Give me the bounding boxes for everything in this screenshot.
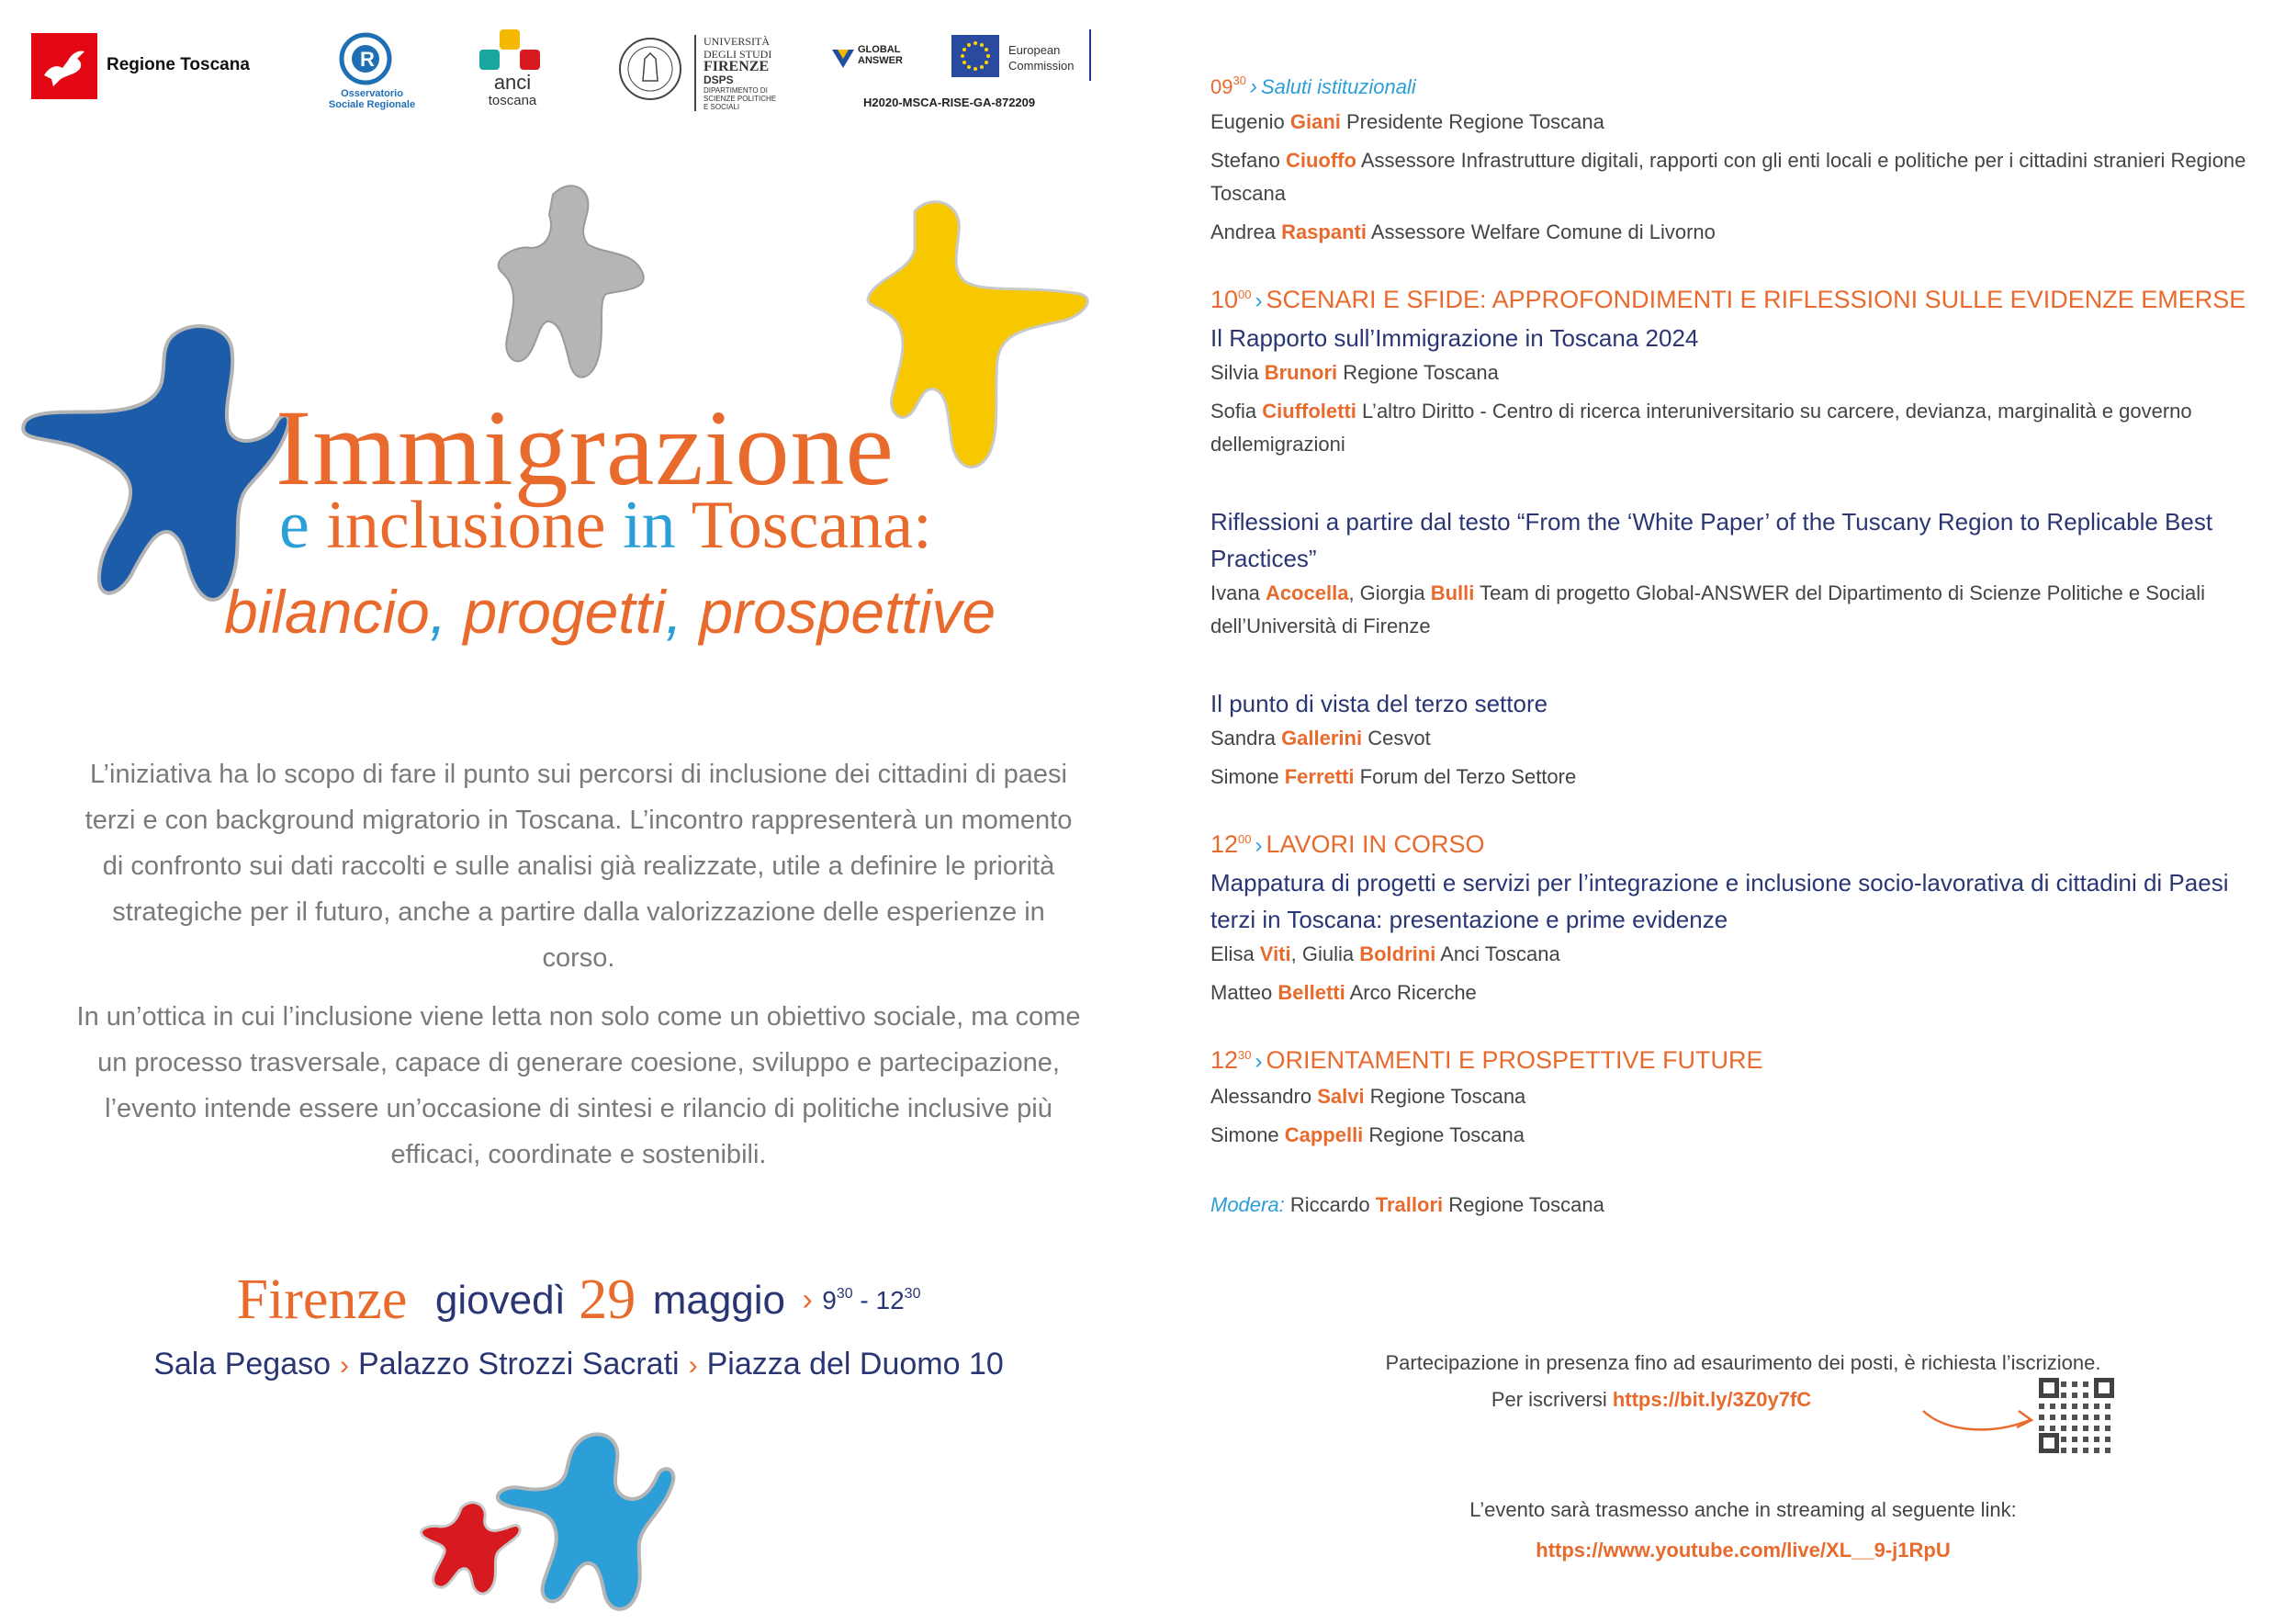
speaker-first-name: Eugenio — [1210, 110, 1290, 133]
speaker-role: Forum del Terzo Settore — [1354, 765, 1577, 788]
qr-finder-top-right — [2094, 1378, 2114, 1398]
streaming-info — [1210, 1490, 2276, 1571]
curved-arrow-icon — [1919, 1396, 2039, 1442]
session-hour: 12 — [1210, 1046, 1239, 1074]
speaker-role: Assessore Welfare Comune di Livorno — [1366, 220, 1716, 243]
eu-flag — [951, 35, 999, 77]
grant-code: H2020-MSCA-RISE-GA-872209 — [863, 96, 1036, 109]
unifi-line5: DIPARTIMENTO DI — [703, 86, 768, 95]
speaker-row — [1210, 577, 2276, 643]
speaker-role: Regione Toscana — [1337, 361, 1499, 384]
session-title: Saluti istituzionali — [1260, 75, 1416, 98]
registration-line — [1210, 1382, 2276, 1418]
speaker-first-name: Matteo — [1210, 981, 1278, 1004]
speaker-first-name: Simone — [1210, 765, 1285, 788]
speaker-last-name: Raspanti — [1281, 220, 1367, 243]
unifi-label — [694, 35, 776, 111]
speaker-first-name: Sandra — [1210, 727, 1282, 750]
speaker-last-name: Ciuoffo — [1285, 149, 1356, 172]
talk-title: Riflessioni a partire dal testo “From the ‘White Paper’ of the Tuscany Region to Replicable Best Practices” — [1210, 508, 2213, 572]
title-word-e: e — [279, 488, 310, 563]
speaker-role: Regione Toscana — [1363, 1123, 1525, 1146]
session-hour: 09 — [1210, 75, 1233, 98]
talk-title: Il punto di vista del terzo settore — [1210, 690, 1548, 717]
eu-line2: Commission — [1008, 59, 1075, 73]
session-title: ORIENTAMENTI E PROSPETTIVE FUTURE — [1266, 1046, 1763, 1074]
event-venue — [0, 1347, 1157, 1382]
global-answer-label — [858, 44, 903, 66]
eu-line1: European — [1008, 43, 1061, 57]
osservatorio-line1: Osservatorio — [341, 88, 403, 99]
chevron-right-icon: › — [688, 1350, 698, 1381]
grey-figure — [499, 186, 644, 377]
yellow-figure — [868, 202, 1087, 468]
speaker-role: L’altro Diritto - Centro di ricerca interuniversitario su carcere, devianza, marginalità e governo dellemigrazioni — [1210, 400, 2192, 456]
session-title: SCENARI E SFIDE: APPROFONDIMENTI E RIFLESSIONI SULLE EVIDENZE EMERSE — [1266, 286, 2246, 313]
speaker-last-name: Salvi — [1317, 1085, 1365, 1108]
title-word-toscana: Toscana: — [691, 488, 932, 563]
speaker-last-name: Ferretti — [1284, 765, 1355, 788]
intro-paragraph-1: L’iniziativa ha lo scopo di fare il punto sui percorsi di inclusione dei cittadini di paesi terzi e con background migratorio in Toscana. L’incontro rappresenterà un momento di confronto sui dati raccolti e sulle analisi già realizzate, utile a definire le priorità strategiche per il futuro, anche a partire dalla valorizzazione delle esperienze in corso. — [84, 760, 1073, 973]
speaker-role: Arco Ricerche — [1345, 981, 1477, 1004]
eu-stars-icon — [951, 35, 999, 77]
speaker-role: Team di progetto Global-ANSWER del Dipartimento di Scienze Politiche e Sociali dell’Università di Firenze — [1210, 581, 2206, 637]
start-minutes: 30 — [836, 1285, 853, 1302]
session-title: LAVORI IN CORSO — [1266, 830, 1485, 858]
chevron-right-icon: › — [802, 1282, 813, 1317]
moderator-role: Regione Toscana — [1443, 1193, 1604, 1216]
speaker-row — [1210, 106, 2276, 139]
unifi-line6: SCIENZE POLITICHE — [703, 95, 777, 103]
speaker-row — [1210, 938, 2276, 971]
speaker-row — [1210, 1119, 2276, 1152]
title-line1: Immigrazione — [276, 388, 895, 508]
session-heading — [1210, 276, 2276, 320]
qr-finder-top-left — [2039, 1378, 2059, 1398]
global-answer-line2: ANSWER — [858, 55, 903, 66]
registration-info — [1210, 1345, 2276, 1418]
registration-prefix: Per iscriversi — [1491, 1388, 1613, 1411]
light-blue-figure — [498, 1434, 673, 1609]
session-minutes: 30 — [1232, 73, 1246, 87]
anci-line1: anci — [493, 71, 532, 94]
unifi-seal — [617, 33, 683, 105]
speaker-last-name: Brunori — [1264, 361, 1338, 384]
logo-bar — [0, 0, 1139, 129]
speaker-first-name: Stefano — [1210, 149, 1286, 172]
session-scenari — [1210, 276, 2276, 461]
title-comma-1: , — [429, 578, 447, 646]
eu-divider — [1089, 29, 1091, 81]
programme — [1210, 62, 2276, 1249]
title-word-prospettive: prospettive — [682, 578, 996, 646]
speaker-role: Anci Toscana — [1435, 942, 1560, 965]
speaker-last-name: Belletti — [1277, 981, 1345, 1004]
bottom-figures-illustration — [413, 1424, 762, 1624]
session-minutes: 00 — [1238, 288, 1252, 301]
blue-figure — [23, 326, 288, 600]
speaker-row — [1210, 356, 2276, 389]
speaker-last-name: Acocella — [1265, 581, 1349, 604]
chevron-right-icon: › — [1255, 833, 1263, 858]
speaker-first-name: , Giulia — [1290, 942, 1360, 965]
red-figure — [422, 1503, 521, 1594]
venue-room: Sala Pegaso — [153, 1347, 332, 1382]
session-heading — [1210, 62, 2276, 106]
speaker-first-name: Alessandro — [1210, 1085, 1318, 1108]
session-heading — [1210, 1037, 2276, 1080]
speaker-row — [1210, 1080, 2276, 1113]
speaker-last-name: Bulli — [1430, 581, 1475, 604]
speaker-first-name: , Giorgia — [1348, 581, 1431, 604]
unifi-line3: FIRENZE — [703, 59, 770, 74]
speaker-first-name: Silvia — [1210, 361, 1265, 384]
speaker-role: Presidente Regione Toscana — [1340, 110, 1604, 133]
chevron-right-icon: › — [1255, 288, 1263, 313]
session-heading — [1210, 821, 2276, 864]
moderator-last-name: Trallori — [1375, 1193, 1444, 1216]
registration-note: Partecipazione in presenza fino ad esaurimento dei posti, è richiesta l’iscrizione. — [1385, 1351, 2101, 1374]
title-line2 — [279, 487, 932, 565]
intro-paragraph-2: In un’ottica in cui l’inclusione viene letta non solo come un obiettivo sociale, ma come un processo trasversale, capace di generare coesione, sviluppo e partecipazione, l’evento intende essere un’occasione di sintesi e rilancio di politiche inclusive più efficaci, coordinate e sostenibili. — [76, 1002, 1081, 1169]
session-lavori — [1210, 821, 2276, 1009]
speaker-first-name: Andrea — [1210, 220, 1282, 243]
streaming-note: L’evento sarà trasmesso anche in streaming al seguente link: — [1469, 1498, 2017, 1521]
session-orientamenti — [1210, 1037, 2276, 1152]
end-minutes: 30 — [904, 1285, 921, 1302]
event-city: Firenze — [236, 1269, 408, 1331]
title-line3 — [224, 577, 996, 647]
session-hour: 10 — [1210, 286, 1239, 313]
title-comma-2: , — [665, 578, 682, 646]
chevron-right-icon: › — [1255, 1049, 1263, 1074]
speaker-last-name: Gallerini — [1281, 727, 1363, 750]
speaker-first-name: Sofia — [1210, 400, 1263, 423]
regione-toscana-name: Regione Toscana — [107, 55, 250, 74]
speaker-last-name: Ciuffoletti — [1262, 400, 1356, 423]
eu-label — [1008, 42, 1075, 73]
speaker-last-name: Cappelli — [1284, 1123, 1364, 1146]
moderator-first-name: Riccardo — [1284, 1193, 1376, 1216]
talk-white-paper — [1210, 503, 2276, 643]
unifi-line2: DEGLI STUDI — [703, 48, 772, 61]
end-hour: 12 — [875, 1285, 905, 1314]
speaker-first-name: Simone — [1210, 1123, 1285, 1146]
speaker-last-name: Giani — [1289, 110, 1341, 133]
anci-line2: toscana — [488, 93, 537, 108]
osservatorio-line2: Sociale Regionale — [328, 99, 416, 110]
pegasus-icon — [31, 33, 97, 99]
speaker-role: Cesvot — [1362, 727, 1431, 750]
speaker-row — [1210, 144, 2276, 210]
speaker-role: Regione Toscana — [1364, 1085, 1526, 1108]
anci-squares-icon — [478, 28, 542, 73]
streaming-link[interactable]: https://www.youtube.com/live/XL__9-j1RpU — [1536, 1539, 1951, 1562]
title-word-in: in — [623, 488, 676, 563]
unifi-line4: DSPS — [703, 73, 734, 86]
moderator — [1210, 1189, 2276, 1222]
talk-terzo-settore — [1210, 685, 2276, 794]
speaker-first-name: Ivana — [1210, 581, 1266, 604]
speaker-first-name: Elisa — [1210, 942, 1260, 965]
event-day-number: 29 — [579, 1269, 636, 1331]
unifi-line1: UNIVERSITÀ — [703, 35, 770, 48]
speaker-row — [1210, 216, 2276, 249]
title-word-progetti: progetti — [446, 578, 666, 646]
session-opening — [1210, 62, 2276, 249]
speaker-last-name: Boldrini — [1359, 942, 1436, 965]
unifi-line7: E SOCIALI — [703, 103, 740, 111]
talk-title: Mappatura di progetti e servizi per l’integrazione e inclusione socio-lavorativa di cittadini di Paesi terzi in Toscana: presentazione e prime evidenze — [1210, 869, 2229, 933]
title-word-bilancio: bilancio — [224, 578, 430, 646]
registration-link[interactable]: https://bit.ly/3Z0y7fC — [1612, 1388, 1812, 1411]
event-month: maggio — [652, 1277, 786, 1323]
speaker-row — [1210, 722, 2276, 755]
speaker-row — [1210, 761, 2276, 794]
chevron-right-icon: › — [340, 1350, 350, 1381]
global-answer-line1: GLOBAL — [858, 44, 901, 55]
session-minutes: 00 — [1238, 832, 1252, 846]
time-dash: - — [852, 1285, 876, 1314]
event-date — [0, 1268, 1157, 1333]
session-hour: 12 — [1210, 830, 1239, 858]
anci-label — [476, 73, 549, 110]
venue-building: Palazzo Strozzi Sacrati — [358, 1347, 680, 1382]
regione-toscana-logo — [31, 33, 97, 99]
university-seal-icon — [617, 33, 683, 105]
speaker-row — [1210, 395, 2276, 461]
session-minutes: 30 — [1238, 1048, 1252, 1062]
moderator-row — [1210, 1189, 2276, 1222]
title-word-inclusione: inclusione — [326, 488, 606, 563]
speaker-role: Assessore Infrastrutture digitali, rapporti con gli enti locali e politiche per i cittadini stranieri Regione Toscana — [1210, 149, 2246, 205]
intro-text — [73, 751, 1084, 1178]
chevron-right-icon: › — [1249, 74, 1257, 99]
start-hour: 9 — [822, 1285, 837, 1314]
qr-code[interactable] — [2039, 1378, 2114, 1453]
qr-finder-bottom-left — [2039, 1433, 2059, 1453]
event-weekday: giovedì — [434, 1277, 566, 1323]
global-answer-icon — [830, 44, 856, 70]
venue-address: Piazza del Duomo 10 — [706, 1347, 1004, 1382]
moderator-label: Modera: — [1210, 1193, 1285, 1216]
talk-title: Il Rapporto sull’Immigrazione in Toscana 2024 — [1210, 324, 1699, 352]
speaker-row — [1210, 976, 2276, 1009]
event-time — [822, 1286, 920, 1314]
speaker-last-name: Viti — [1259, 942, 1291, 965]
svg-text:R: R — [360, 48, 375, 71]
osservatorio-label — [321, 88, 422, 110]
